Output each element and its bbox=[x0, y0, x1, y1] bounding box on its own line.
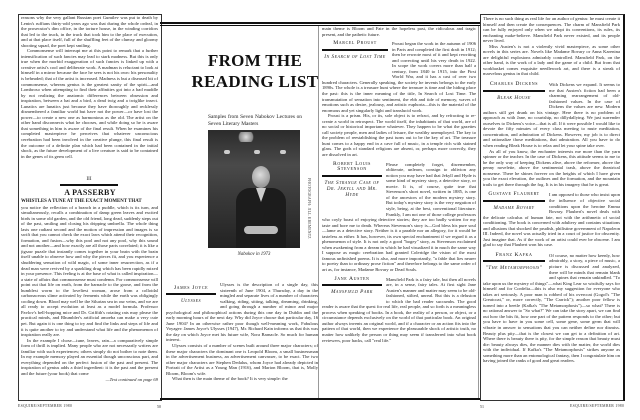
right-page-number: 51 bbox=[480, 404, 484, 409]
section-bar bbox=[322, 175, 382, 177]
paragraph: Ulysses is the description of a single day, this sixteenth of June 1904, a Thursday, a day in the mingled and separate lives of a number of characters walking, riding, sitting, talking, dreaming, drinking, and going through a number of minor and major psychological and philosophical actions during this one day in Dublin and the early morning hours of the next day. Why did Joyce choose that particular day, 16 June 1904? In an otherwise rather poor though well-meaning work, Fabulous Voyager: James Joyce's Ulysses (1947), Mr. Richard Kain informs us that this was the day on which Joyce met his future wife, Nora Barnacle. So much for human interest. bbox=[166, 282, 318, 343]
paragraph: As all of you know, the enchanter interests me more than the yarn spinner or the teacher. In the case of Dickens, this attitude seems to me to be the only way of keeping Dickens alive, above the reformer, above the penny novelette, above the sentimental trash, above the theatrical nonsense. There he shines forever on the heights of which I have given you the exact elevation, the outlines and the formation, and the mountain trails to get there through the fog. It is in his imagery that he is great. bbox=[483, 148, 620, 187]
joyce-text bbox=[166, 282, 318, 398]
section-stevenson bbox=[322, 162, 386, 214]
section-bar bbox=[322, 49, 388, 51]
vertical-divider bbox=[478, 26, 479, 398]
author-name: Franz Kafka bbox=[495, 251, 533, 258]
paragraph: Ulysses consists of a number of scenes built around three major characters; of these major characters the dominant one is Leopold Bloom, a small businessman in the advertisement business, an advertisement canvasser, to be exact. The two other major characters are Stephen Dedalus, whom Joyce had already depicted in Portrait of the Artist as a Young Man (1916), and Marion Bloom, that is, Molly Bloom, Bloom's wife. bbox=[166, 343, 318, 376]
section-proust bbox=[322, 41, 392, 75]
paragraph: Please completely forget, disremember, obliterate, unlearn, consign to oblivion any notion you may have had that Jekyll and Hyde is some kind of mystery story, a detective story, or movie. It is, of course, quite true that Stevenson's short novel, written in 1885, is one of the ancestors of the modern mystery story. But today's mystery story is the very negation of style, being, at the best, conventional literature. Frankly, I am not one of those college professors who coyly boast of enjoying detective stories; they are too badly written for my taste and bore me to death. Whereas Stevenson's story is—God bless his pure soul—lame as a detective story. Neither is it a parable nor an allegory, for it would be tasteless as either. It has, however, its own special enchantment if we regard it as a phenomenon of style. It is not only a good "bogey" story, as Stevenson exclaimed when awakening from a dream in which he had visualized it in much the same way I suppose as magic cerebration had granted Coleridge the vision of the most famous unfinished poems. It is also, and more importantly, "a fable that lies nearer to poetry than to ordinary prose fiction" and therefore belongs to the same order of art as, for instance, Madame Bovary or Dead Souls. bbox=[322, 161, 476, 272]
section-bar bbox=[483, 200, 545, 202]
section-bar bbox=[322, 284, 382, 286]
work-title: Mansfield Park bbox=[331, 289, 373, 296]
paragraph: Commonsense will interrupt me at this point to remark that a further intensification of such fancies may lead to stark madness. But this is only true when the morbid exaggeration of such fancies is linked up with a creative artist's cool and deliberate work. A madman is reluctant to look at himself in a mirror because the face he sees is not his own: his personality is beheaded; that of the artist is increased. Madness is but a diseased bit of commonsense, whereas genius is the greatest sanity of the spirit—and Lombroso when attempting to find their affinities got into a bad muddle by not realizing the anatomic differences between obsession and inspiration, between a bat and a bird, a dead twig and a twiglike insect. Lunatics are lunatics just because they have thoroughly and recklessly dismembered a familiar world but have not the power—or have lost the power—to create a new one as harmonious as the old. The artist on the other hand disconnects what he chooses, and while doing so he is aware that something in him is aware of the final result. When he examines his completed masterpiece he perceives that whatever unconscious cerebration had been involved in the creative plunge, this final result is the outcome of a definite plan which had been contained in the initial shock, as the future development of a live creature is said to be contained in the genes of its germ cell. bbox=[21, 48, 158, 159]
paragraph: Proust began the work in the autumn of 1906 in Paris and completed the first draft in 1912; then he rewrote most of it and kept rewriting and correcting until his very death in 1922. In scope the work covers more than half a century, from 1840 to 1915, into the First World War, and it has a cast of over two hundred characters. Generally speaking, the society he invents belongs to the early 1890s. The whole is a treasure hunt where the treasure is time and the hiding place the past: this is the inner meaning of the title, In Search of Lost Time. The transmutation of sensation into sentiment, the ebb and tide of memory, waves of emotions such as desire, jealousy, and artistic euphoria—this is the material of the enormous and yet singularly light and translucid work. bbox=[322, 41, 476, 113]
right-footer: ESQUIRE/SEPTEMBER 1980 bbox=[570, 404, 625, 408]
bottom-rule bbox=[160, 398, 320, 400]
column-3 bbox=[322, 26, 476, 398]
paragraph: Of course, no matter how keenly, how admirably, a story, a piece of music, a picture is discussed and analyzed, there will be minds that remain blank and spines that remain unkindled. "To take upon us the mystery of things"—what King Lear so wistfully says for himself and for Cordelia—this is also my suggestion for everyone who takes art seriously. A poor man is robbed of his overcoat (Gogol's "The Greatcoat," or, more correctly, "The Carrick"); another poor fellow is turned into a beetle (Kafka's "The Metamorphosis")—so what? There is no rational answer to "So what?" We can take the story apart, we can find out how the bits fit, how one part of the pattern responds to the other; but you have to have in you some cell, some gene, some germ that will vibrate in answer to sensations that you can neither define nor dismiss. Beauty plus pity—that is the closest we can get to a definition of art. Where there is beauty there is pity, for the simple reason that beauty must die: beauty always dies, the manner dies with the matter, the world dies with the individual. If Kafka's "The Metamorphosis" strikes anyone as something more than an entomological fantasy, then I congratulate him on having joined the ranks of good and great readers. bbox=[483, 252, 620, 364]
lead-in: WHISTLES A TUNE AT THE EXACT MOMENT THAT bbox=[21, 199, 142, 204]
figure-hands bbox=[244, 226, 278, 234]
section-austen bbox=[322, 277, 386, 301]
lamp bbox=[254, 150, 260, 154]
top-rule bbox=[320, 22, 480, 24]
chandelier bbox=[236, 132, 256, 142]
paragraph: I am opposed to those who insist upon the influence of objective social conditions upon the heroine Emma Bovary. Flaubert's novel deals with the delicate calculus of human fate, not with the arithmetic of social conditioning. The book is concerned with adultery and contains situations and allusions that shocked the prudish, philistine government of Napoleon III. Indeed, the novel was actually tried in a court of justice for obscenity. Just imagine that. As if the work of an artist could ever be obscene. I am glad to say that Flaubert won his case. bbox=[483, 192, 620, 248]
section-number: III bbox=[86, 177, 92, 182]
work-title: Bleak House bbox=[497, 94, 531, 101]
paragraph: What then is the main theme of the book? It is very simple: the bbox=[172, 376, 288, 382]
section-kafka bbox=[483, 253, 549, 277]
lamp bbox=[224, 150, 230, 154]
paragraph: In the example I chose—tune, leaves, rain—a comparatively simple form of thrill is implied. Many people who are not necessarily writers are familiar with such experiences; others simply do not bother to note them. In my example memory played an essential though unconscious part, and everything depended on the perfect fusion of the past and present. The inspiration of genius adds a third ingredient: it is the past and the present and the future (your book) that come bbox=[21, 337, 158, 376]
paragraph: Mansfield Park is a fairy tale, but then all novels are, in a sense, fairy tales. At first sight Jane Austen's manner and matter may seem to be old-fashioned, stilted, unreal. But this is a delusion to which the bad reader succumbs. The good reader is aware that the quest for real life, real people, and so forth is a meaningless process when speaking of books. In a book, the reality of a person, or object, or a circumstance depends exclusively on the world of that particular book. An original author always invents an original world, and if a character or an action fits into the pattern of that world, then we experience the pleasurable shock of artistic truth, no matter how unlikely the person or thing may seem if transferred into what book reviewers, poor hacks, call "real life." bbox=[322, 276, 476, 343]
figure-head bbox=[252, 166, 270, 188]
left-column-top bbox=[21, 15, 158, 178]
section-rule bbox=[60, 184, 118, 186]
nabokov-photo bbox=[208, 130, 300, 248]
vertical-divider bbox=[318, 26, 319, 398]
left-page-number: 50 bbox=[157, 404, 161, 409]
work-title: Madame Bovary bbox=[493, 204, 535, 211]
section-bar bbox=[483, 260, 545, 262]
continued-link[interactable]: —Text continued on page 69 bbox=[105, 376, 158, 382]
top-rule-thin bbox=[160, 25, 320, 26]
author-name: Robert Louis Stevenson bbox=[333, 160, 371, 173]
paragraph: main theme is Bloom and Fate in the hopeless past, the ridiculous and tragic present, and the pathetic future. bbox=[322, 26, 476, 37]
author-name: Marcel Proust bbox=[333, 40, 377, 47]
photo-credit: PHOTOGRAPH: JILL KREMENTZ bbox=[307, 178, 311, 239]
work-title: "The Metamorphosis" bbox=[485, 265, 543, 272]
work-title: The Strange Case of Dr. Jekyll and Mr. Hyde bbox=[324, 179, 380, 198]
left-footer: ESQUIRE/SEPTEMBER 1980 bbox=[18, 404, 73, 408]
section-bar bbox=[483, 90, 545, 92]
subtitle: Samples from Seven Nabokov Lectures on Seven Literary Masters bbox=[208, 114, 302, 127]
section-title: A PASSERBY bbox=[64, 188, 116, 197]
page-title: FROM THE READING LIST bbox=[191, 51, 319, 91]
paragraph: reasons why the very gallant Russian poet Gumilev was put to death by Lenin's ruffians thirty-odd years ago was that during the whole ordeal, in the prosecutor's dim office, in the torture house, in the winding corridors that led to the truck, in the truck that took him to the place of execution, and at that place itself, full of the shuffling feet of the clumsy and gloomy shooting squad, the poet kept smiling. bbox=[21, 15, 158, 48]
top-rule bbox=[160, 22, 320, 24]
photo-caption: Nabokov in 1973 bbox=[237, 252, 271, 257]
paragraph: Proust is a prism. His, or its, sole object is to refract, and by refracting to re-create a world in retrospect. The world itself, the inhabitants of that world, are of no social or historical importance whatever. They happen to be what the gazettes call society people, men and ladies of leisure, the wealthy unemployed. The key to the problem of reestablishing the past turns out to be the key of art. The treasure hunt comes to a happy end in a cave full of music, in a temple rich with stained glass. The gods of standard religions are absent, or, perhaps more correctly, they are dissolved in art. bbox=[322, 113, 476, 158]
author-name: Gustave Flaubert bbox=[488, 191, 540, 198]
section-dickens bbox=[483, 82, 549, 108]
bottom-rule bbox=[320, 398, 480, 400]
author-name: James Joyce bbox=[173, 285, 209, 291]
left-column-bottom bbox=[21, 198, 158, 398]
paragraph: you notice the reflection of a branch in a puddle, which is its turn, and simultaneously, recalls a combination of damp green leaves and excited birds in some old garden, and the old friend, long dead, suddenly steps out of the past, smiling and closing his dripping umbrella. The whole thing lasts one radiant second and the motion of impression and images is so swift that you cannot check the exact laws which attend their recognition, formation, and fusion—why this pool and not any pool, why this sound and not another—and how exactly are all those parts correlated; it is like a jigsaw puzzle that instantly comes together in your brain with the brain itself unable to observe how and why the pieces fit, and you experience a shuddering sensation of wild magic, of some inner resurrection, as if a dead man were revived by a sparkling drug which has been rapidly mixed in your presence. This feeling is at the base of what is called inspiration—a state of affairs that commonsense must condemn. For commonsense will point out that life on earth, from the barnacle to the goose, and from the humblest worm to the loveliest woman, arose from a colloidal carbonaceous slime activated by ferments while the earth was obligingly cooling down. Blood may well be the Silurian sea in our veins, and we are all ready to accept evolution at least as a model formula. Professor Pavlov's bell-hopping mice and Dr. Griffith's rotating rats may please the practical minds, and Rhumbler's artificial amoeba can make a very cute pet. But again it is one thing to try and find the links and steps of life and it is quite another to try and understand what life and the phenomenon of inspiration really are. bbox=[21, 204, 158, 338]
column-4 bbox=[483, 16, 620, 398]
author-name: Charles Dickens bbox=[489, 81, 539, 88]
work-title: In Search of Lost Time bbox=[324, 53, 386, 60]
section-flaubert bbox=[483, 192, 549, 214]
paragraph: There is no such thing as real life for an author of genius: he must create it himself and then create the consequences. The charm of Mansfield Park can be fully enjoyed only when we adopt its conventions, its rules, its enchanting make-believe. Mansfield Park never existed, and its people never lived. bbox=[483, 16, 620, 44]
lamp bbox=[280, 150, 286, 154]
work-title: Ulysses bbox=[180, 298, 202, 304]
paragraph: Miss Austen's is not a violently vivid masterpiece, as some other novels in this series are. Novels like Madame Bovary or Anna Karenina are delightful explosions admirably controlled. Mansfield Park, on the other hand, is the work of a lady and the game of a child. But from that workbasket comes exquisite needlework art, and there is a streak of marvelous genius in that child. bbox=[483, 43, 620, 77]
paragraph: With Dickens we expand. It seems to me that Austen's fiction had been a charming rearrangement of old-fashioned values. In the case of Dickens the values are new. Modern authors still get drunk on his vintage. Here there is no problem of approach as with Jane, no courtship, no dillydallying. We just surrender ourselves to Dickens's voice—that is all. If it were possible I would like to devote the fifty minutes of every class meeting to mute meditation, concentration, and admiration of Dickens. However, my job is to direct and rationalize those meditations, that admiration. All you have to do when reading Bleak House is to relax and let your spine take over. bbox=[483, 82, 620, 149]
author-name: Jane Austen bbox=[334, 275, 370, 282]
